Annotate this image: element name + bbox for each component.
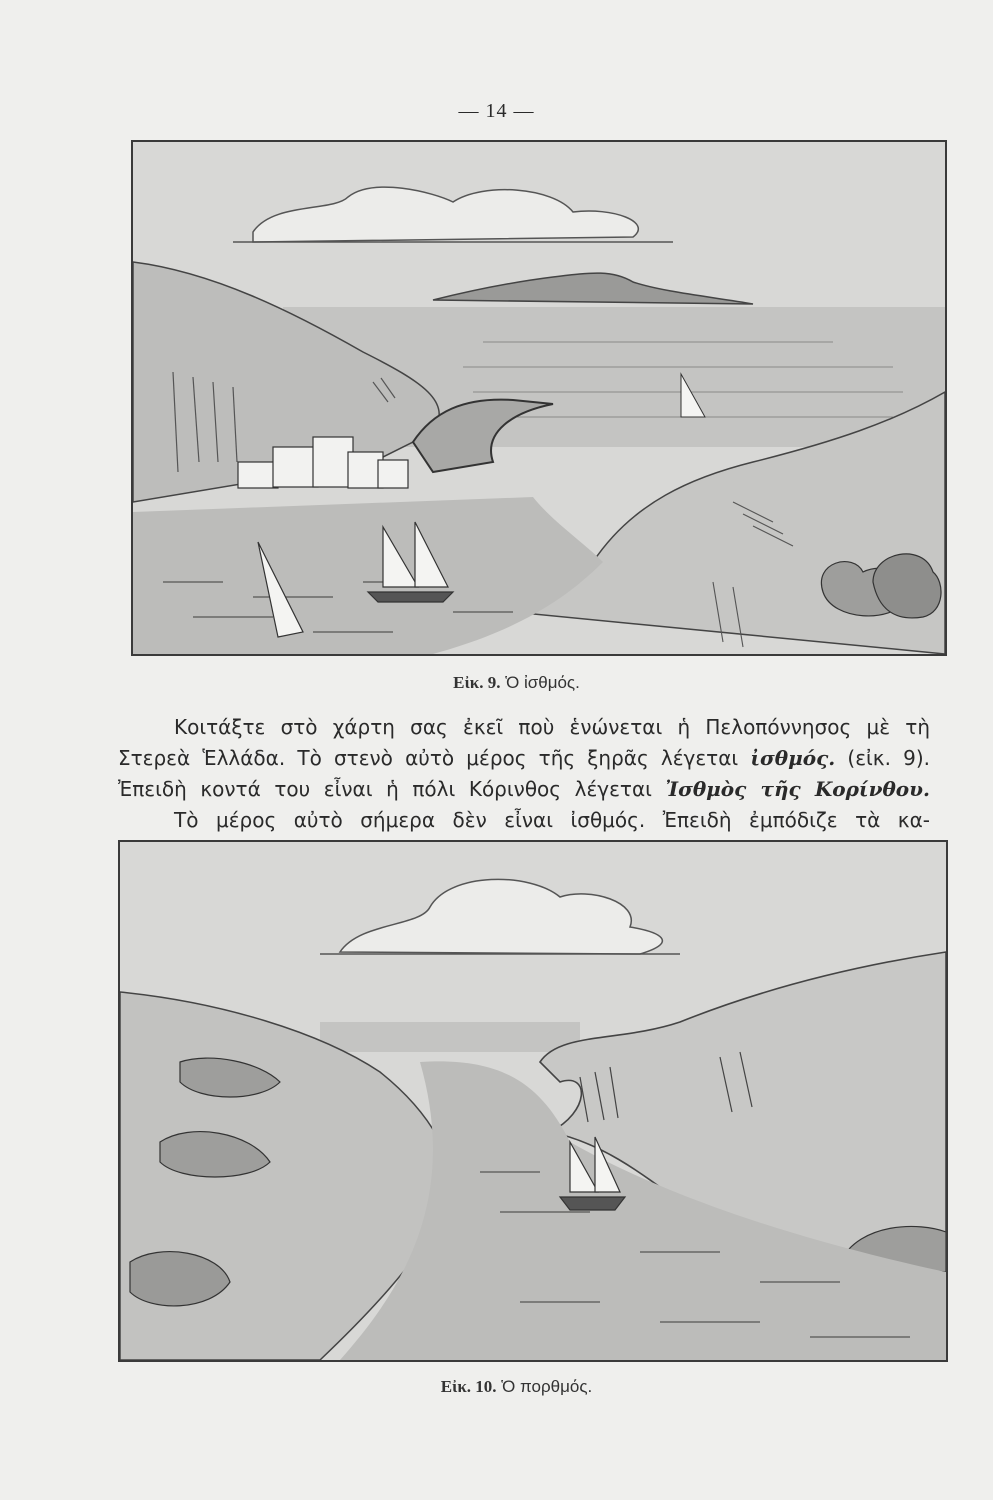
figure-strait-illustration	[118, 840, 948, 1362]
figure-9-caption	[0, 673, 993, 693]
term-isthmus: ἰσθμός.	[750, 746, 836, 770]
body-line-2	[118, 743, 930, 774]
figure-9-title: Ὁ ἰσθμός.	[505, 673, 580, 692]
term-isthmus-of-corinth: Ἰσθμὸς τῆς Κορίνθου.	[665, 777, 930, 801]
body-line-2-end: (εἰκ. 9).	[847, 746, 930, 770]
figure-10-caption	[0, 1377, 993, 1397]
figure-9-label: Εἰκ. 9.	[453, 673, 501, 692]
body-line-4: Τὸ μέρος αὐτὸ σήμερα δὲν εἶναι ἰσθμός. Ἐπειδὴ ἐμπόδιζε τὰ κα-	[174, 808, 930, 832]
body-line-3	[118, 774, 930, 805]
body-line-3-text: Ἐπειδὴ κοντά του εἶναι ἡ πόλι Κόρινθος λέγεται	[118, 777, 652, 801]
strait-drawing	[120, 842, 946, 1360]
figure-isthmus-illustration	[131, 140, 947, 656]
isthmus-drawing	[133, 142, 945, 654]
figure-10-label: Εἰκ. 10.	[440, 1377, 497, 1396]
page-number: — 14 —	[458, 100, 535, 122]
body-text	[118, 712, 930, 836]
figure-10-title: Ὁ πορθμός.	[501, 1377, 593, 1396]
body-line-1: Κοιτάξτε στὸ χάρτη σας ἐκεῖ ποὺ ἑνώνεται ἡ Πελοπόννησος μὲ τὴ	[174, 715, 930, 739]
body-line-2-text: Στερεὰ Ἑλλάδα. Τὸ στενὸ αὐτὸ μέρος τῆς ξηρᾶς λέγεται	[118, 746, 739, 770]
